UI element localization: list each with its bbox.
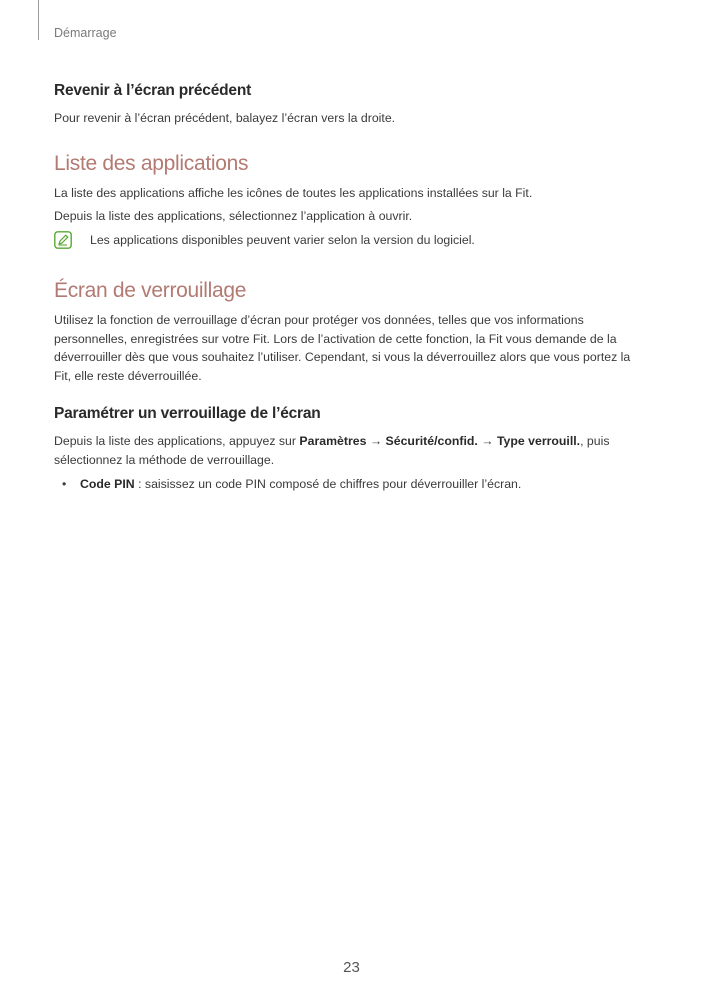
page-number: 23 <box>343 959 360 976</box>
heading-app-list: Liste des applications <box>54 151 249 175</box>
lock-text: Utilisez la fonction de verrouillage d’écran pour protéger vos données, telles que vos informations personnelles, enregistrées sur votre Fit. Lors de l’activation de cette fonction, la Fit vous demande de la déverrouiller dès que vous souhaitez l’utiliser. Cependant, si vous la déverrouillez alors que vous portez la Fit, elle reste déverrouillée. <box>54 313 631 383</box>
path-securite: Sécurité/confid. <box>385 434 478 448</box>
apps-line-1: La liste des applications affiche les icônes de toutes les applications installées sur la Fit. <box>54 185 533 200</box>
heading-back: Revenir à l’écran précédent <box>54 82 252 99</box>
page-content <box>54 82 644 494</box>
heading-set-lock: Paramétrer un verrouillage de l’écran <box>54 405 321 422</box>
bullet-code-pin <box>54 475 644 494</box>
back-text: Pour revenir à l’écran précédent, balayez l’écran vers la droite. <box>54 111 396 125</box>
bullet-label: Code PIN <box>80 477 135 491</box>
note <box>54 231 644 250</box>
note-text: Les applications disponibles peuvent varier selon la version du logiciel. <box>90 232 475 247</box>
path-type-verrouill: Type verrouill. <box>496 434 581 448</box>
bullet-text: : saisissez un code PIN composé de chiffres pour déverrouiller l’écran. <box>134 477 522 491</box>
header-divider <box>38 0 39 40</box>
apps-line-2: Depuis la liste des applications, sélectionnez l’application à ouvrir. <box>54 209 413 223</box>
bullet-mark: • <box>62 477 67 491</box>
setup-intro: Depuis la liste des applications, appuyez sur Paramètres → Sécurité/confid. → Type verrouill., puis sélectionnez la méthode de verrouillage. <box>54 434 610 467</box>
path-parametres: Paramètres <box>299 434 367 448</box>
section-label: Démarrage <box>54 26 117 40</box>
heading-lock-screen: Écran de verrouillage <box>54 279 247 302</box>
note-pencil-icon <box>54 231 72 249</box>
